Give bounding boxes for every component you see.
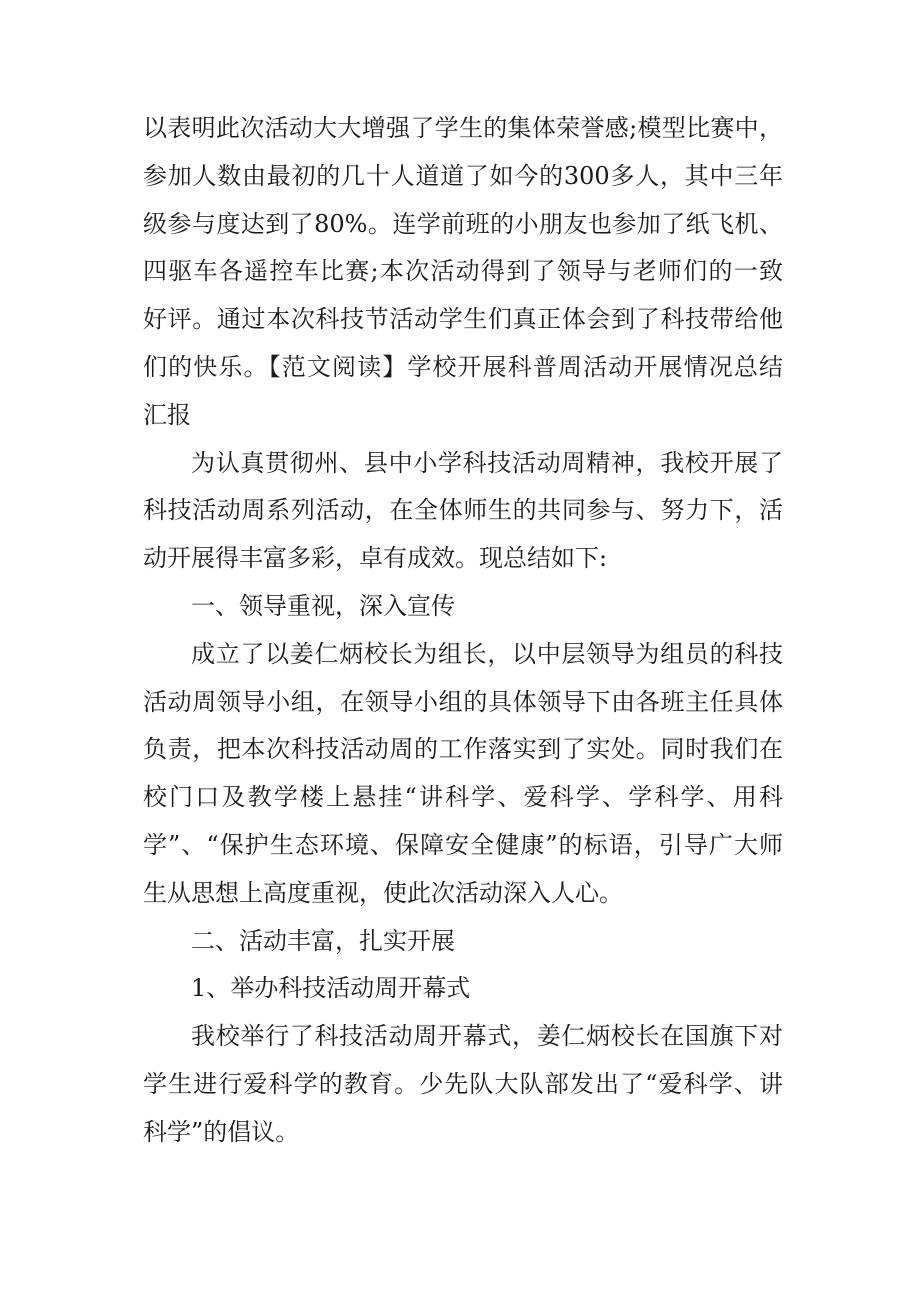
paragraph-line: 生从思想上高度重视，使此次活动深入人心。 [143, 878, 623, 907]
paragraph-line: 学”、“保护生态环境、保障安全健康”的标语，引导广大师 [143, 830, 783, 859]
paragraph-line: 为认真贯彻州、县中小学科技活动周精神，我校开展了 [191, 448, 783, 477]
text-line: 以表明此次活动大大增强了学生的集体荣誉感;模型比赛中， [143, 114, 783, 142]
paragraph-line: 我校举行了科技活动周开幕式，姜仁炳校长在国旗下对 [191, 1022, 783, 1051]
document-body [143, 105, 783, 1157]
text-line: 们的快乐。【范文阅读】学校开展科普周活动开展情况总结 [143, 352, 783, 381]
text-line: 参加人数由最初的几十人道道了如今的300多人，其中三年 [143, 161, 783, 190]
section-heading: 一、领导重视，深入宣传 [191, 591, 455, 620]
text-line: 汇报 [143, 400, 191, 429]
text-line: 级参与度达到了80%。连学前班的小朋友也参加了纸飞机、 [143, 209, 783, 238]
section-heading: 二、活动丰富，扎实开展 [191, 926, 455, 955]
paragraph-line: 科技活动周系列活动，在全体师生的共同参与、努力下，活 [143, 496, 783, 525]
text-line: 好评。通过本次科技节活动学生们真正体会到了科技带给他 [143, 305, 783, 334]
text-line: 四驱车各遥控车比赛;本次活动得到了领导与老师们的一致 [143, 257, 783, 286]
paragraph-line: 科学”的倡议。 [143, 1117, 300, 1146]
paragraph-line: 动开展得丰富多彩，卓有成效。现总结如下: [143, 544, 608, 573]
paragraph-line: 成立了以姜仁炳校长为组长，以中层领导为组员的科技 [191, 639, 783, 668]
paragraph-line: 负责，把本次科技活动周的工作落实到了实处。同时我们在 [143, 735, 783, 764]
paragraph-line: 学生进行爱科学的教育。少先队大队部发出了“爱科学、讲 [143, 1069, 783, 1098]
paragraph-line: 活动周领导小组，在领导小组的具体领导下由各班主任具体 [143, 687, 783, 716]
paragraph-line: 校门口及教学楼上悬挂“讲科学、爱科学、学科学、用科 [143, 783, 783, 812]
subsection-heading: 1、举办科技活动周开幕式 [191, 974, 471, 1003]
